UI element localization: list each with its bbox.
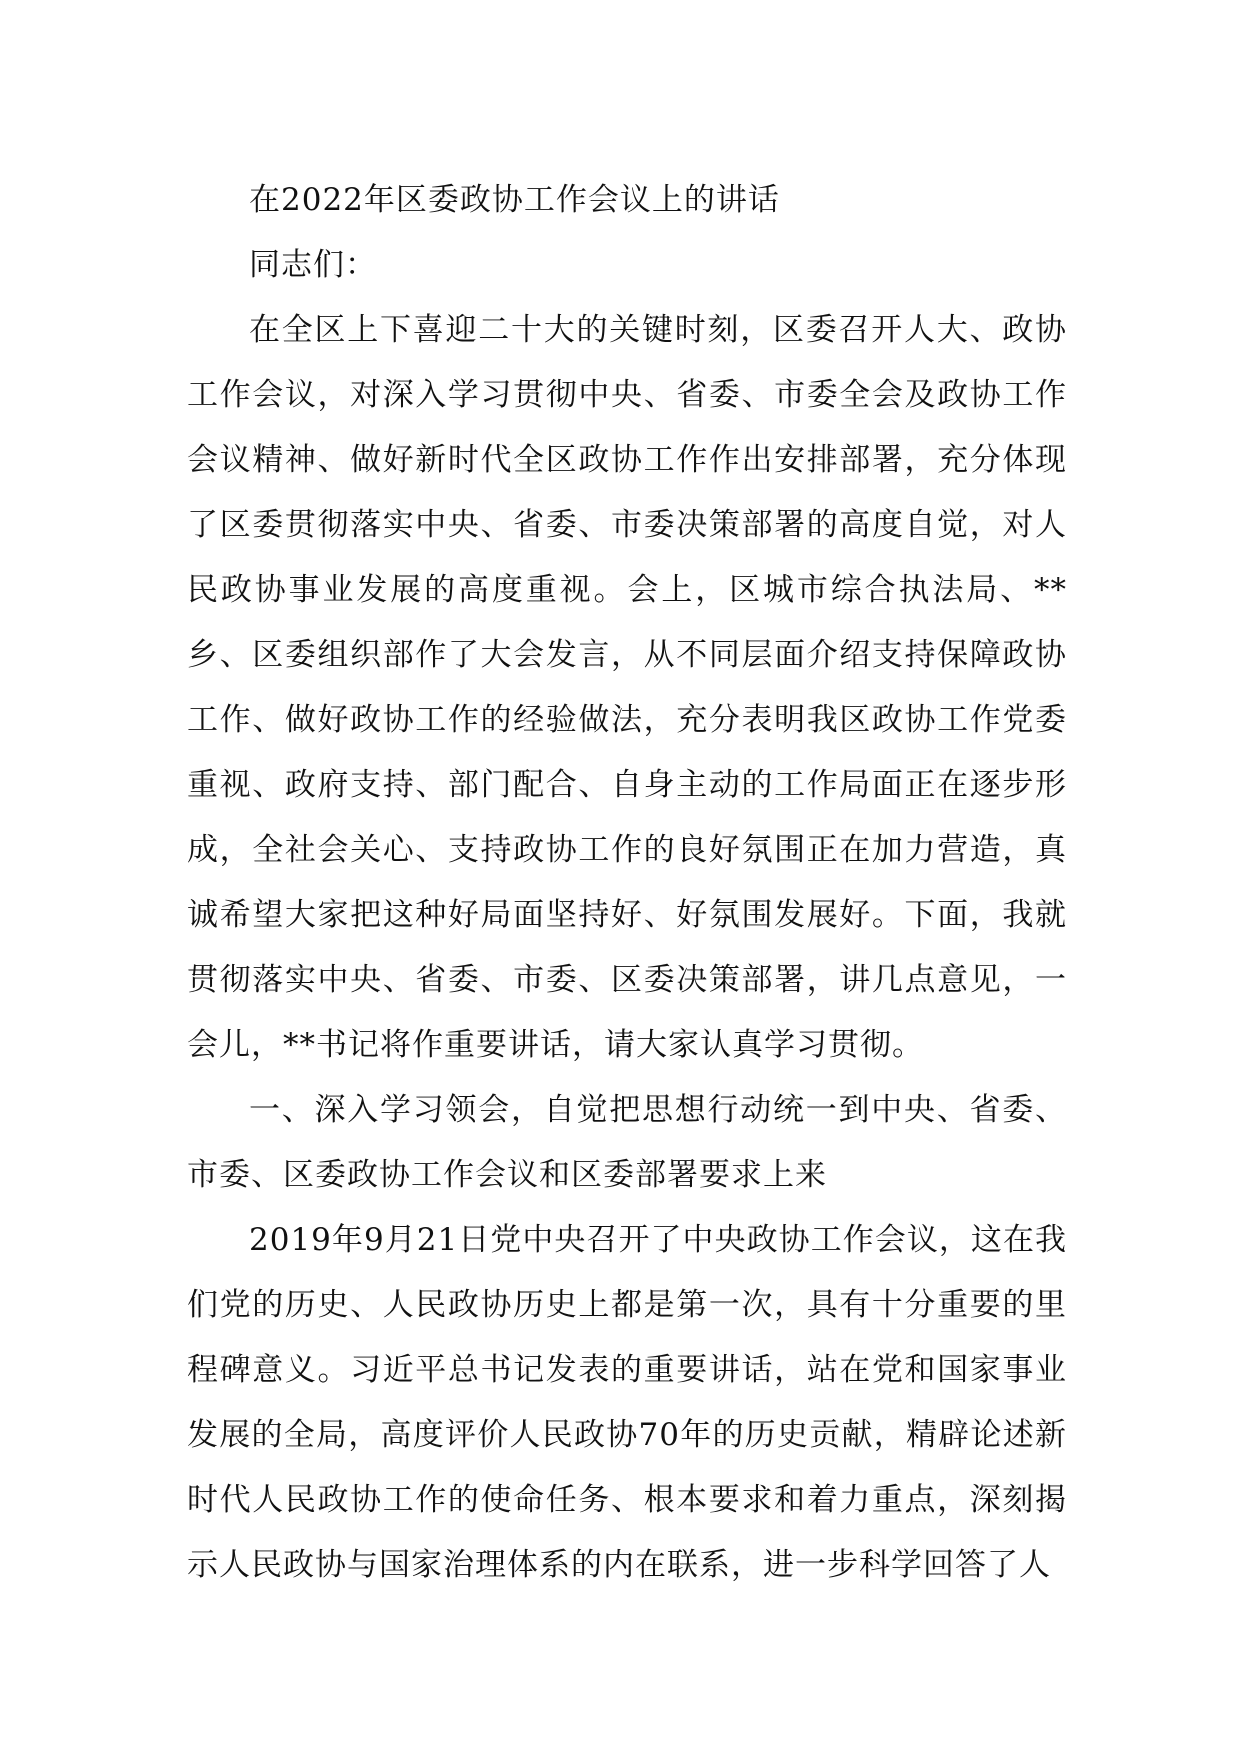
section-heading-1: 一、深入学习领会，自觉把思想行动统一到中央、省委、市委、区委政协工作会议和区委部署要求上来	[187, 1092, 1067, 1193]
document-body	[187, 168, 1067, 1598]
paragraph-intro: 在全区上下喜迎二十大的关键时刻，区委召开人大、政协工作会议，对深入学习贯彻中央、省委、市委全会及政协工作会议精神、做好新时代全区政协工作作出安排部署，充分体现了区委贯彻落实中央、省委、市委决策部署的高度自觉，对人民政协事业发展的高度重视。会上，区城市综合执法局、**乡、区委组织部作了大会发言，从不同层面介绍支持保障政协工作、做好政协工作的经验做法，充分表明我区政协工作党委重视、政府支持、部门配合、自身主动的工作局面正在逐步形成，全社会关心、支持政协工作的良好氛围正在加力营造，真诚希望大家把这种好局面坚持好、好氛围发展好。下面，我就贯彻落实中央、省委、市委、区委决策部署，讲几点意见，一会儿，**书记将作重要讲话，请大家认真学习贯彻。	[187, 312, 1067, 1063]
paragraph-section-1: 2019年9月21日党中央召开了中央政协工作会议，这在我们党的历史、人民政协历史上都是第一次，具有十分重要的里程碑意义。习近平总书记发表的重要讲话，站在党和国家事业发展的全局，高度评价人民政协70年的历史贡献，精辟论述新时代人民政协工作的使命任务、根本要求和着力重点，深刻揭示人民政协与国家治理体系的内在联系，进一步科学回答了人	[187, 1222, 1067, 1583]
document-title: 在2022年区委政协工作会议上的讲话	[249, 182, 780, 218]
salutation: 同志们：	[249, 247, 377, 283]
